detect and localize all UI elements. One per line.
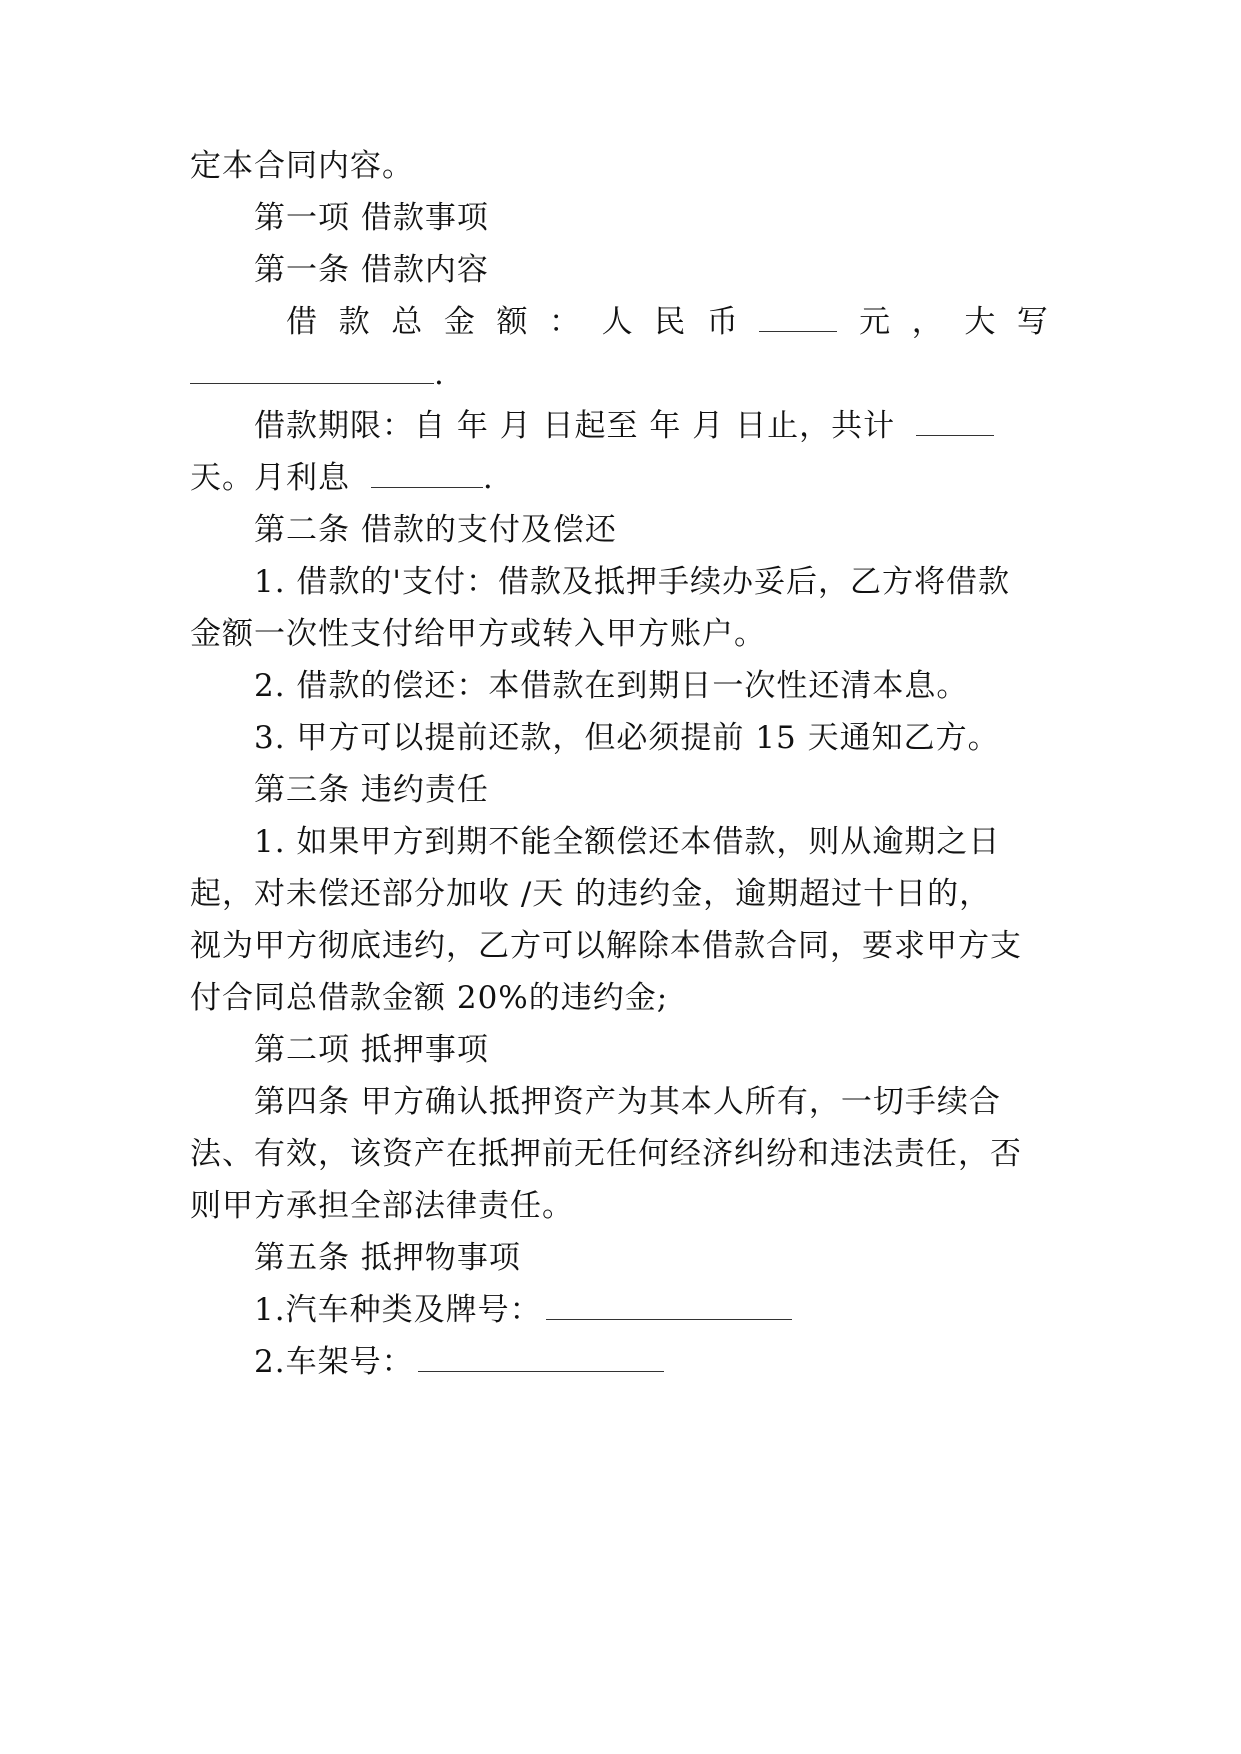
char: 币 [706, 304, 738, 340]
amount-blank [759, 305, 837, 332]
paragraph-line: 3. 甲方可以提前还款，但必须提前 15 天通知乙方。 [254, 720, 1000, 756]
uppercase-amount-blank [190, 357, 434, 384]
vehicle-type-line: 1.汽车种类及牌号： [254, 1290, 1050, 1330]
paragraph-line: 1. 借款的'支付：借款及抵押手续办妥后，乙方将借款 [254, 564, 1010, 600]
char: 写 [1016, 304, 1048, 340]
vehicle-type-blank [546, 1293, 792, 1320]
paragraph-line: 起，对未偿还部分加收 /天 的违约金，逾期超过十日的， [190, 876, 992, 912]
char: 额 [496, 304, 528, 340]
article-heading: 第二条 借款的支付及偿还 [254, 512, 617, 548]
char: 元 [859, 304, 891, 340]
interest-line: 天。月利息 . [190, 460, 494, 496]
paragraph-line: 1. 如果甲方到期不能全额偿还本借款，则从逾期之日 [254, 824, 1001, 860]
article-heading: 第五条 抵押物事项 [254, 1240, 521, 1276]
paragraph-line: 视为甲方彻底违约，乙方可以解除本借款合同，要求甲方支 [190, 928, 1022, 964]
char: 借 [286, 304, 317, 340]
char: 民 [654, 304, 686, 340]
paragraph-line: 付合同总借款金额 20%的违约金; [190, 980, 669, 1016]
paragraph-line: 第四条 甲方确认抵押资产为其本人所有，一切手续合 [254, 1084, 1001, 1120]
paragraph-line: 2. 借款的偿还：本借款在到期日一次性还清本息。 [254, 668, 969, 704]
loan-amount-line [286, 302, 1048, 342]
section-heading: 第二项 抵押事项 [254, 1032, 489, 1068]
char: 金 [443, 304, 475, 340]
days-blank [916, 409, 994, 436]
char: 大 [964, 304, 996, 340]
loan-term-line: 借款期限：自 年 月 日起至 年 月 日止，共计 [254, 406, 1050, 446]
section-heading: 第一项 借款事项 [254, 200, 489, 236]
interest-blank [371, 461, 483, 488]
paragraph-line: 法、有效，该资产在抵押前无任何经济纠纷和违法责任，否 [190, 1136, 1022, 1172]
char: ， [911, 304, 943, 340]
paragraph-line: 金额一次性支付给甲方或转入甲方账户。 [190, 616, 766, 652]
char: 人 [601, 304, 633, 340]
char: ： [549, 304, 581, 340]
amount-uppercase-line: . [190, 354, 1050, 394]
vin-blank [418, 1345, 664, 1372]
paragraph-line: 定本合同内容。 [190, 148, 414, 184]
article-heading: 第三条 违约责任 [254, 772, 489, 808]
char: 款 [338, 304, 370, 340]
paragraph-line: 则甲方承担全部法律责任。 [190, 1188, 574, 1224]
char: 总 [391, 304, 423, 340]
vin-line: 2.车架号： [254, 1342, 1050, 1382]
article-heading: 第一条 借款内容 [254, 252, 489, 288]
